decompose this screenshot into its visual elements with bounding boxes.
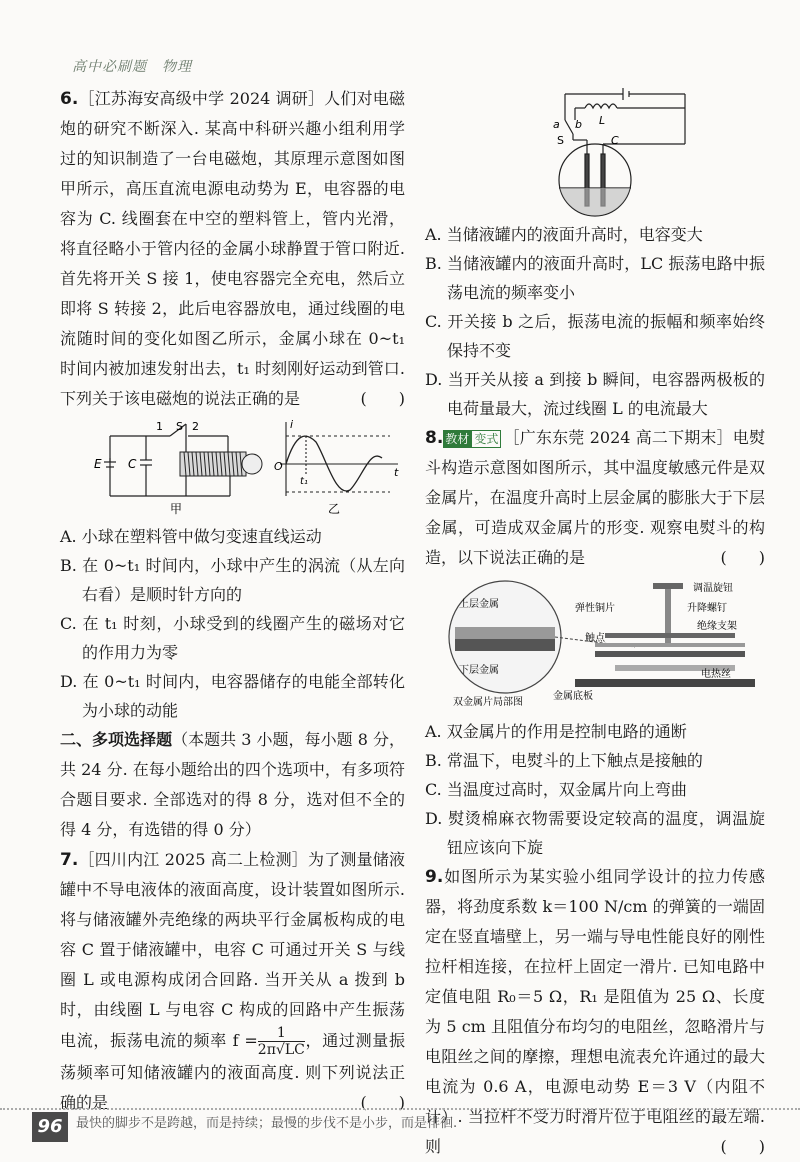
q9-answer-paren: ( ) — [720, 1137, 765, 1156]
q7-label-S: S — [557, 134, 564, 147]
q6-label-i: i — [290, 418, 294, 431]
q8-answer-paren: ( ) — [720, 548, 765, 567]
q7-coil-L — [585, 104, 617, 108]
q6-metal-ball — [242, 454, 262, 474]
q8-support — [605, 633, 735, 638]
footer-divider — [0, 1108, 800, 1110]
q7-liquid — [560, 188, 630, 216]
q8-label-contact: 触点 — [585, 633, 605, 644]
q8-option-d[interactable]: D. 熨烫棉麻衣物需要设定较高的温度，调温旋钮应该向下旋 — [425, 809, 765, 857]
q8-knob — [653, 583, 683, 589]
q6-label-t: t — [394, 466, 399, 479]
q8-stem — [425, 423, 765, 573]
q8-label-upper: 上层金属 — [459, 599, 499, 610]
q8-label-spring: 弹性铜片 — [575, 603, 615, 614]
q8-label-local: 双金属片局部图 — [453, 697, 523, 708]
q8-label-screw: 升降螺钉 — [687, 603, 727, 614]
q8-label-knob: 调温旋钮 — [693, 583, 733, 594]
q8-label-wire: 电热丝 — [701, 669, 731, 680]
section2-desc: （本题共 3 小题，每小题 8 分，共 24 分. 在每小题给出的四个选项中，有多项符合题目要求. 全部选对的得 8 分，选对但不全的得 4 分，有选错的得 0 分） — [60, 730, 405, 839]
q6-option-b[interactable]: B. 在 0~t₁ 时间内，小球中产生的涡流（从左向右看）是顺时针方向的 — [60, 556, 405, 604]
q7-label-b: b — [575, 118, 582, 131]
q9-stem — [425, 862, 765, 1162]
page-number: 96 — [32, 1112, 68, 1142]
running-header: 高中必刷题 物理 — [72, 59, 192, 75]
q6-label-1: 1 — [156, 420, 163, 433]
q6-figure — [60, 418, 405, 516]
section2-heading — [60, 725, 405, 845]
q7-text-2: ，通过测量振荡频率可知储液罐内的液面高度. 则下列说法正确的是 — [60, 1031, 405, 1112]
q7-option-d[interactable]: D. 当开关从接 a 到接 b 瞬间，电容器两极板的电荷量最大，流过线圈 L 的电流最大 — [425, 370, 765, 418]
q8-text: ［广东东莞 2024 高二下期末］电熨斗构造示意图如图所示，其中温度敏感元件是双金属片，在温度升高时上层金属的膨胀大于下层金属，可造成双金属片的形变. 观察电熨斗的构造，以下说法正确的是 — [425, 428, 765, 567]
q6-label-E: E — [94, 457, 102, 471]
q8-tag-textbook: 教材 — [445, 432, 470, 446]
q8-label-support: 绝缘支架 — [697, 621, 737, 632]
q8-option-a[interactable]: A. 双金属片的作用是控制电路的通断 — [425, 722, 687, 741]
q6-label-t1: t₁ — [300, 476, 308, 487]
q8-label-lower: 下层金属 — [459, 665, 499, 676]
q7-label-a: a — [553, 118, 560, 131]
q6-label-O: O — [274, 460, 283, 473]
q8-bimetal — [595, 651, 745, 657]
q6-label-S: S — [176, 420, 183, 433]
q6-label-2: 2 — [192, 420, 199, 433]
q8-option-b[interactable]: B. 常温下，电熨斗的上下触点是接触的 — [425, 751, 703, 770]
q7-frequency-formula — [258, 1025, 305, 1058]
q6-caption-yi: 乙 — [328, 502, 341, 516]
q8-lower-metal — [455, 639, 555, 651]
q8-upper-metal — [455, 627, 555, 639]
q6-label-C: C — [128, 457, 137, 471]
q6-number: 6. — [60, 89, 79, 109]
q8-base-plate — [575, 679, 755, 687]
q7-figure — [545, 84, 800, 220]
q8-tag-variant: 变式 — [471, 430, 501, 448]
footer-motto: 最快的脚步不是跨越，而是持续；最慢的步伐不是小步，而是徘徊. — [76, 1116, 458, 1131]
q7-frac-denominator: 2π√LC — [257, 1042, 305, 1058]
q6-option-d[interactable]: D. 在 0~t₁ 时间内，电容器储存的电能全部转化为小球的动能 — [60, 672, 405, 720]
section2-title: 二、多项选择题 — [60, 730, 173, 749]
left-column — [60, 84, 405, 1118]
q8-number: 8. — [425, 428, 444, 448]
q7-label-C: C — [611, 134, 619, 147]
q6-caption-jia: 甲 — [170, 502, 183, 516]
q6-stem — [60, 84, 405, 414]
q8-option-c[interactable]: C. 当温度过高时，双金属片向上弯曲 — [425, 780, 687, 799]
q7-frac-numerator: 1 — [258, 1025, 305, 1042]
q7-text-1: ［四川内江 2025 高二上检测］为了测量储液罐中不导电液体的液面高度，设计装置如图所示. 将与储液罐外壳绝缘的两块平行金属板构成的电容 C 置于储液罐中，电容 C 可通过开关 S 与线圈 L 或电源构成闭合回路. 当开关从 a 拨到 b 时，由线圈 L 与电容 C 构成的回路中产生振荡电流，振荡电流的频率 f = — [60, 850, 405, 1050]
q8-figure — [425, 577, 765, 717]
q7-number: 7. — [60, 850, 79, 870]
q6-graph-yi — [280, 422, 398, 496]
right-column — [425, 84, 765, 1162]
q7-option-c[interactable]: C. 开关接 b 之后，振荡电流的振幅和频率始终保持不变 — [425, 312, 765, 360]
q7-label-L: L — [599, 114, 606, 127]
q6-option-c[interactable]: C. 在 t₁ 时刻，小球受到的线圈产生的磁场对它的作用力为零 — [60, 614, 405, 662]
q6-text: ［江苏海安高级中学 2024 调研］人们对电磁炮的研究不断深入. 某高中科研兴趣小组利用学过的知识制造了一台电磁炮，其原理示意图如图甲所示，高压直流电源电动势为 E，电容器的电容为 C. 线圈套在中空的塑料管上，管内光滑，将直径略小于管内径的金属小球静置于管口附近. 首先将开关 S 接 1，使电容器完全充电，然后立即将 S 转接 2，此后电容器放电，通过线圈的电流随时间的变化如图乙所示，金属小球在 0~t₁ 时间内被加速发射出去，t₁ 时刻刚好运动到管口. 下列关于该电磁炮的说法正确的是 — [60, 89, 405, 408]
q7-option-a[interactable]: A. 当储液罐内的液面升高时，电容变大 — [425, 225, 703, 244]
q9-number: 9. — [425, 867, 444, 887]
q7-option-b[interactable]: B. 当储液罐内的液面升高时，LC 振荡电路中振荡电流的频率变小 — [425, 254, 765, 302]
q7-stem — [60, 845, 405, 1118]
q7-answer-paren: ( ) — [360, 1093, 405, 1112]
q6-option-a[interactable]: A. 小球在塑料管中做匀变速直线运动 — [60, 527, 322, 546]
q8-label-base: 金属底板 — [553, 691, 593, 702]
q8-spring-copper — [595, 643, 745, 647]
q9-text: 如图所示为某实验小组同学设计的拉力传感器，将劲度系数 k＝100 N/cm 的弹簧的一端固定在竖直墙壁上，另一端与导电性能良好的刚性拉杆相连接，在拉杆上固定一滑片. 已知电路中定值电阻 R₀＝5 Ω，R₁ 是阻值为 25 Ω、长度为 5 cm 且阻值分布均匀的电阻丝，忽略滑片与电阻丝之间的摩擦，理想电流表允许通过的最大电流为 0.6 A，电源电动势 E＝3 V（内阻不计）. 当拉杆不受力时滑片位于电阻丝的最左端. 则 — [425, 867, 765, 1156]
q6-answer-paren: ( ) — [360, 389, 405, 408]
